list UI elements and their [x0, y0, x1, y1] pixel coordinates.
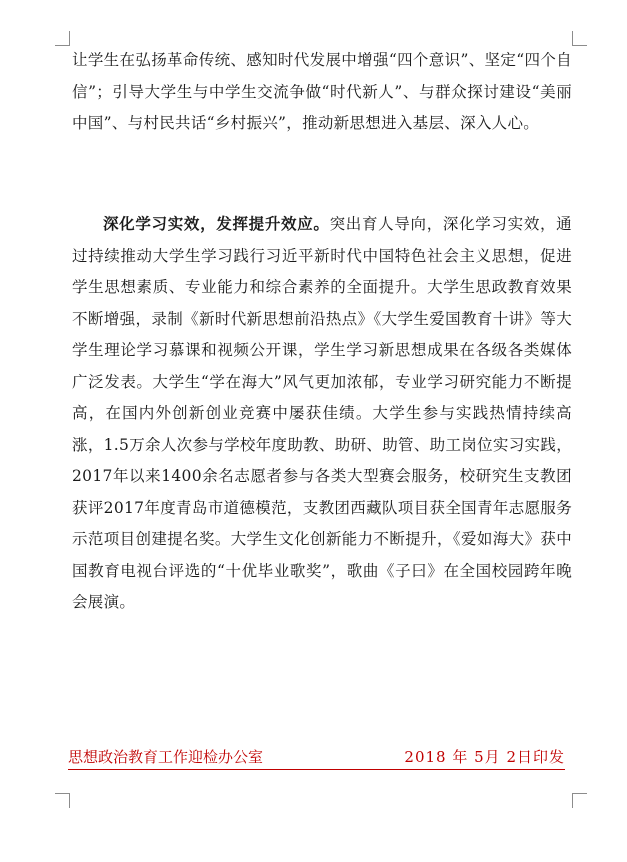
crop-mark-top-right — [572, 31, 587, 46]
paragraph-1: 让学生在弘扬革命传统、感知时代发展中增强“四个意识”、坚定“四个自信”；引导大学生与中学生交流争做“时代新人”、与群众探讨建设“美丽中国”、与村民共话“乡村振兴”，推动新思想进入基层、深入人心。 — [72, 51, 572, 132]
paragraph-2-body: 突出育人导向，深化学习实效，通过持续推动大学生学习践行习近平新时代中国特色社会主义思想，促进学生思想素质、专业能力和综合素养的全面提升。大学生思政教育效果不断增强，录制《新时代新思想前沿热点》《大学生爱国教育十讲》等大学生理论学习慕课和视频公开课，学生学习新思想成果在各级各类媒体广泛发表。大学生“学在海大”风气更加浓郁，专业学习研究能力不断提高，在国内外创新创业竞赛中屡获佳绩。大学生参与实践热情持续高涨，1.5万余人次参与学校年度助教、助研、助管、助工岗位实习实践，2017年以来1400余名志愿者参与各类大型赛会服务，校研究生支教团获评2017年度青岛市道德模范，支教团西藏队项目获全国青年志愿服务示范项目创建提名奖。大学生文化创新能力不断提升，《爱如海大》获中国教育电视台评选的“十优毕业歌奖”，歌曲《子曰》在全国校园跨年晚会展演。 — [72, 215, 572, 611]
crop-mark-bottom-right — [572, 793, 587, 808]
crop-mark-bottom-left — [55, 793, 70, 808]
paragraph-2-lead: 深化学习实效，发挥提升效应。 — [103, 214, 330, 233]
document-footer — [68, 745, 565, 770]
issue-date: 2018 年 5月 2日印发 — [404, 748, 565, 766]
paragraph-2 — [72, 208, 572, 619]
crop-mark-top-left — [55, 31, 70, 46]
issuing-office: 思想政治教育工作迎检办公室 — [68, 748, 264, 766]
